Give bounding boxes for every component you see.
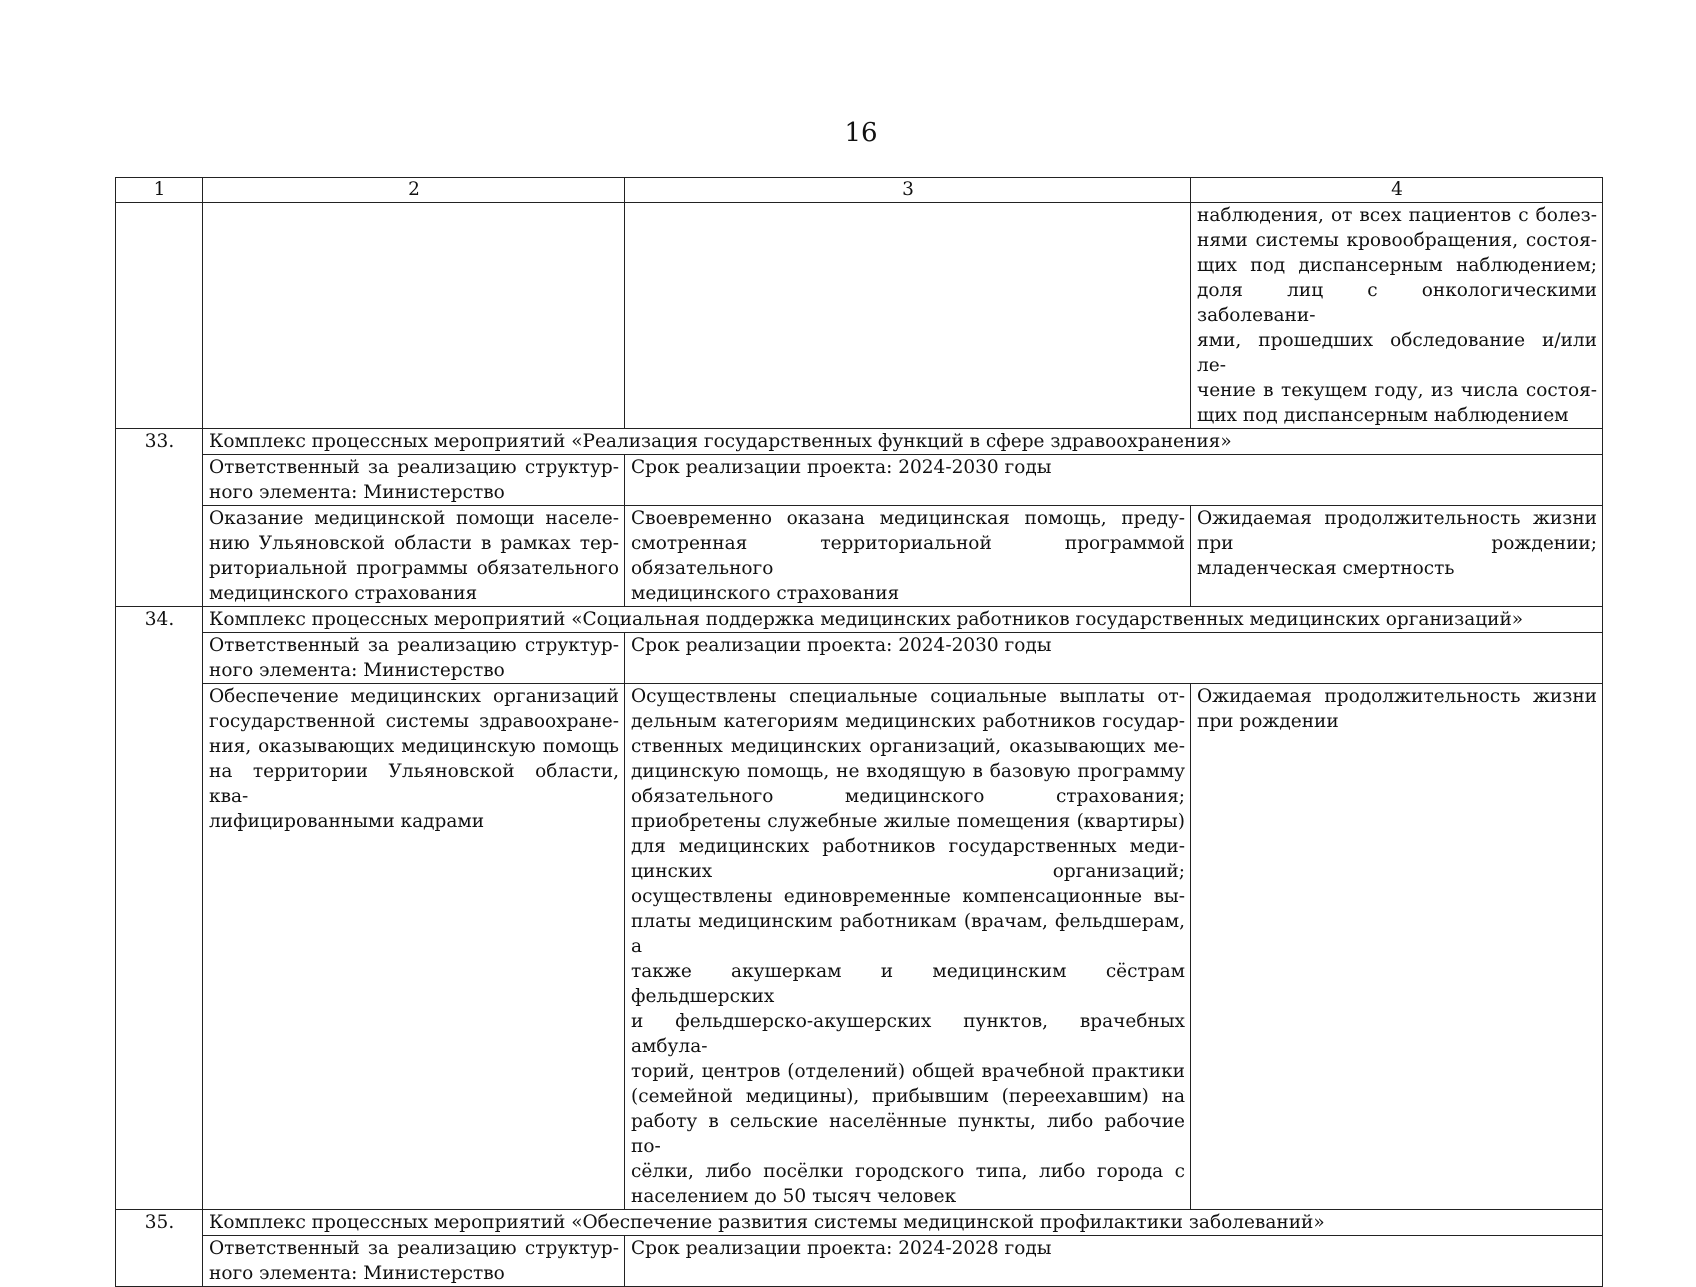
indicator-text bbox=[1197, 203, 1597, 428]
column-header: 2 bbox=[203, 178, 625, 203]
text-line: государственной системы здравоохране- bbox=[209, 711, 619, 732]
text-line: при рождении bbox=[1197, 711, 1339, 732]
text-line: при рождении; bbox=[1197, 533, 1597, 554]
text-line: ного элемента: Министерство bbox=[209, 482, 505, 503]
text-line: платы медицинским работникам (врачам, фельдшерам, а bbox=[631, 911, 1185, 957]
column-header: 4 bbox=[1191, 178, 1603, 203]
responsible-row bbox=[116, 455, 1603, 506]
text-line: нию Ульяновской области в рамках тер- bbox=[209, 533, 619, 554]
text-line: торий, центров (отделений) общей врачебной практики bbox=[631, 1061, 1185, 1082]
measures-table-body bbox=[116, 178, 1603, 1287]
section-number: 34. bbox=[116, 607, 203, 1210]
responsible-cell bbox=[203, 455, 625, 506]
text-line: Обеспечение медицинских организаций bbox=[209, 686, 619, 707]
text-line: приобретены служебные жилые помещения (квартиры) bbox=[631, 811, 1185, 832]
text-line: осуществлены единовременные компенсационные вы- bbox=[631, 886, 1185, 907]
text-line: дельным категориям медицинских работников государ- bbox=[631, 711, 1185, 732]
column-header: 3 bbox=[625, 178, 1191, 203]
term-cell: Срок реализации проекта: 2024-2028 годы bbox=[625, 1236, 1603, 1287]
text-line: работу в сельские населённые пункты, либо рабочие по- bbox=[631, 1111, 1185, 1157]
section-number: 35. bbox=[116, 1210, 203, 1287]
section-title-row bbox=[116, 607, 1603, 633]
text-line: щих под диспансерным наблюдением bbox=[1197, 405, 1569, 426]
indicator-cell bbox=[1191, 684, 1603, 1210]
continuation-indicator-cell bbox=[1191, 203, 1603, 429]
text-line: наблюдения, от всех пациентов с болез- bbox=[1197, 205, 1597, 226]
text-line: чение в текущем году, из числа состоя- bbox=[1197, 380, 1597, 401]
text-line: Оказание медицинской помощи населе- bbox=[209, 508, 619, 529]
text-line: цинских организаций; bbox=[631, 861, 1185, 882]
text-line: ния, оказывающих медицинскую помощь bbox=[209, 736, 619, 757]
column-header: 1 bbox=[116, 178, 203, 203]
text-line: Ответственный за реализацию структур- bbox=[209, 457, 619, 478]
indicator-cell bbox=[1191, 506, 1603, 607]
continuation-row bbox=[116, 203, 1603, 429]
text-line: щих под диспансерным наблюдением; bbox=[1197, 255, 1597, 276]
responsible-cell bbox=[203, 633, 625, 684]
term-cell: Срок реализации проекта: 2024-2030 годы bbox=[625, 455, 1603, 506]
text-line: ственных медицинских организаций, оказывающих ме- bbox=[631, 736, 1185, 757]
text-line: ями, прошедших обследование и/или ле- bbox=[1197, 330, 1597, 376]
task-cell bbox=[203, 684, 625, 1210]
text-line: ного элемента: Министерство bbox=[209, 1263, 505, 1284]
section-title: Комплекс процессных мероприятий «Реализация государственных функций в сфере здравоохранения» bbox=[203, 429, 1603, 455]
section-title-row bbox=[116, 1210, 1603, 1236]
text-line: Ожидаемая продолжительность жизни bbox=[1197, 686, 1597, 707]
empty-cell bbox=[625, 203, 1191, 429]
text-line: лифицированными кадрами bbox=[209, 811, 485, 832]
text-line: для медицинских работников государственных меди- bbox=[631, 836, 1185, 857]
page-number: 16 bbox=[844, 118, 878, 148]
text-line: смотренная территориальной программой обязательного bbox=[631, 533, 1185, 579]
result-cell bbox=[625, 506, 1191, 607]
text-line: сёлки, либо посёлки городского типа, либо города с bbox=[631, 1161, 1185, 1182]
task-row bbox=[116, 684, 1603, 1210]
text-line: Осуществлены специальные социальные выплаты от- bbox=[631, 686, 1185, 707]
text-line: Ответственный за реализацию структур- bbox=[209, 1238, 619, 1259]
task-row bbox=[116, 506, 1603, 607]
empty-cell bbox=[203, 203, 625, 429]
text-line: риториальной программы обязательного bbox=[209, 558, 619, 579]
task-cell bbox=[203, 506, 625, 607]
text-line: обязательного медицинского страхования; bbox=[631, 786, 1185, 807]
text-line: доля лиц с онкологическими заболевани- bbox=[1197, 280, 1597, 326]
section-title-row bbox=[116, 429, 1603, 455]
responsible-cell bbox=[203, 1236, 625, 1287]
text-line: на территории Ульяновской области, ква- bbox=[209, 761, 619, 807]
text-line: Своевременно оказана медицинская помощь, преду- bbox=[631, 508, 1185, 529]
column-header-row bbox=[116, 178, 1603, 203]
text-line: Ожидаемая продолжительность жизни bbox=[1197, 508, 1597, 529]
text-line: и фельдшерско-акушерских пунктов, врачебных амбула- bbox=[631, 1011, 1185, 1057]
text-line: населением до 50 тысяч человек bbox=[631, 1186, 957, 1207]
text-line: нями системы кровообращения, состоя- bbox=[1197, 230, 1597, 251]
section-number: 33. bbox=[116, 429, 203, 607]
section-title: Комплекс процессных мероприятий «Обеспечение развития системы медицинской профилактики заболеваний» bbox=[203, 1210, 1603, 1236]
term-cell: Срок реализации проекта: 2024-2030 годы bbox=[625, 633, 1603, 684]
responsible-row bbox=[116, 1236, 1603, 1287]
text-line: младенческая смертность bbox=[1197, 558, 1455, 579]
responsible-row bbox=[116, 633, 1603, 684]
text-line: медицинского страхования bbox=[631, 583, 900, 604]
text-line: ного элемента: Министерство bbox=[209, 660, 505, 681]
result-cell bbox=[625, 684, 1191, 1210]
text-line: дицинскую помощь, не входящую в базовую программу bbox=[631, 761, 1185, 782]
measures-table bbox=[115, 177, 1603, 1287]
section-title: Комплекс процессных мероприятий «Социальная поддержка медицинских работников государственных медицинских организаций» bbox=[203, 607, 1603, 633]
text-line: медицинского страхования bbox=[209, 583, 478, 604]
empty-cell bbox=[116, 203, 203, 429]
text-line: также акушеркам и медицинским сёстрам фельдшерских bbox=[631, 961, 1185, 1007]
text-line: Ответственный за реализацию структур- bbox=[209, 635, 619, 656]
text-line: (семейной медицины), прибывшим (переехавшим) на bbox=[631, 1086, 1185, 1107]
